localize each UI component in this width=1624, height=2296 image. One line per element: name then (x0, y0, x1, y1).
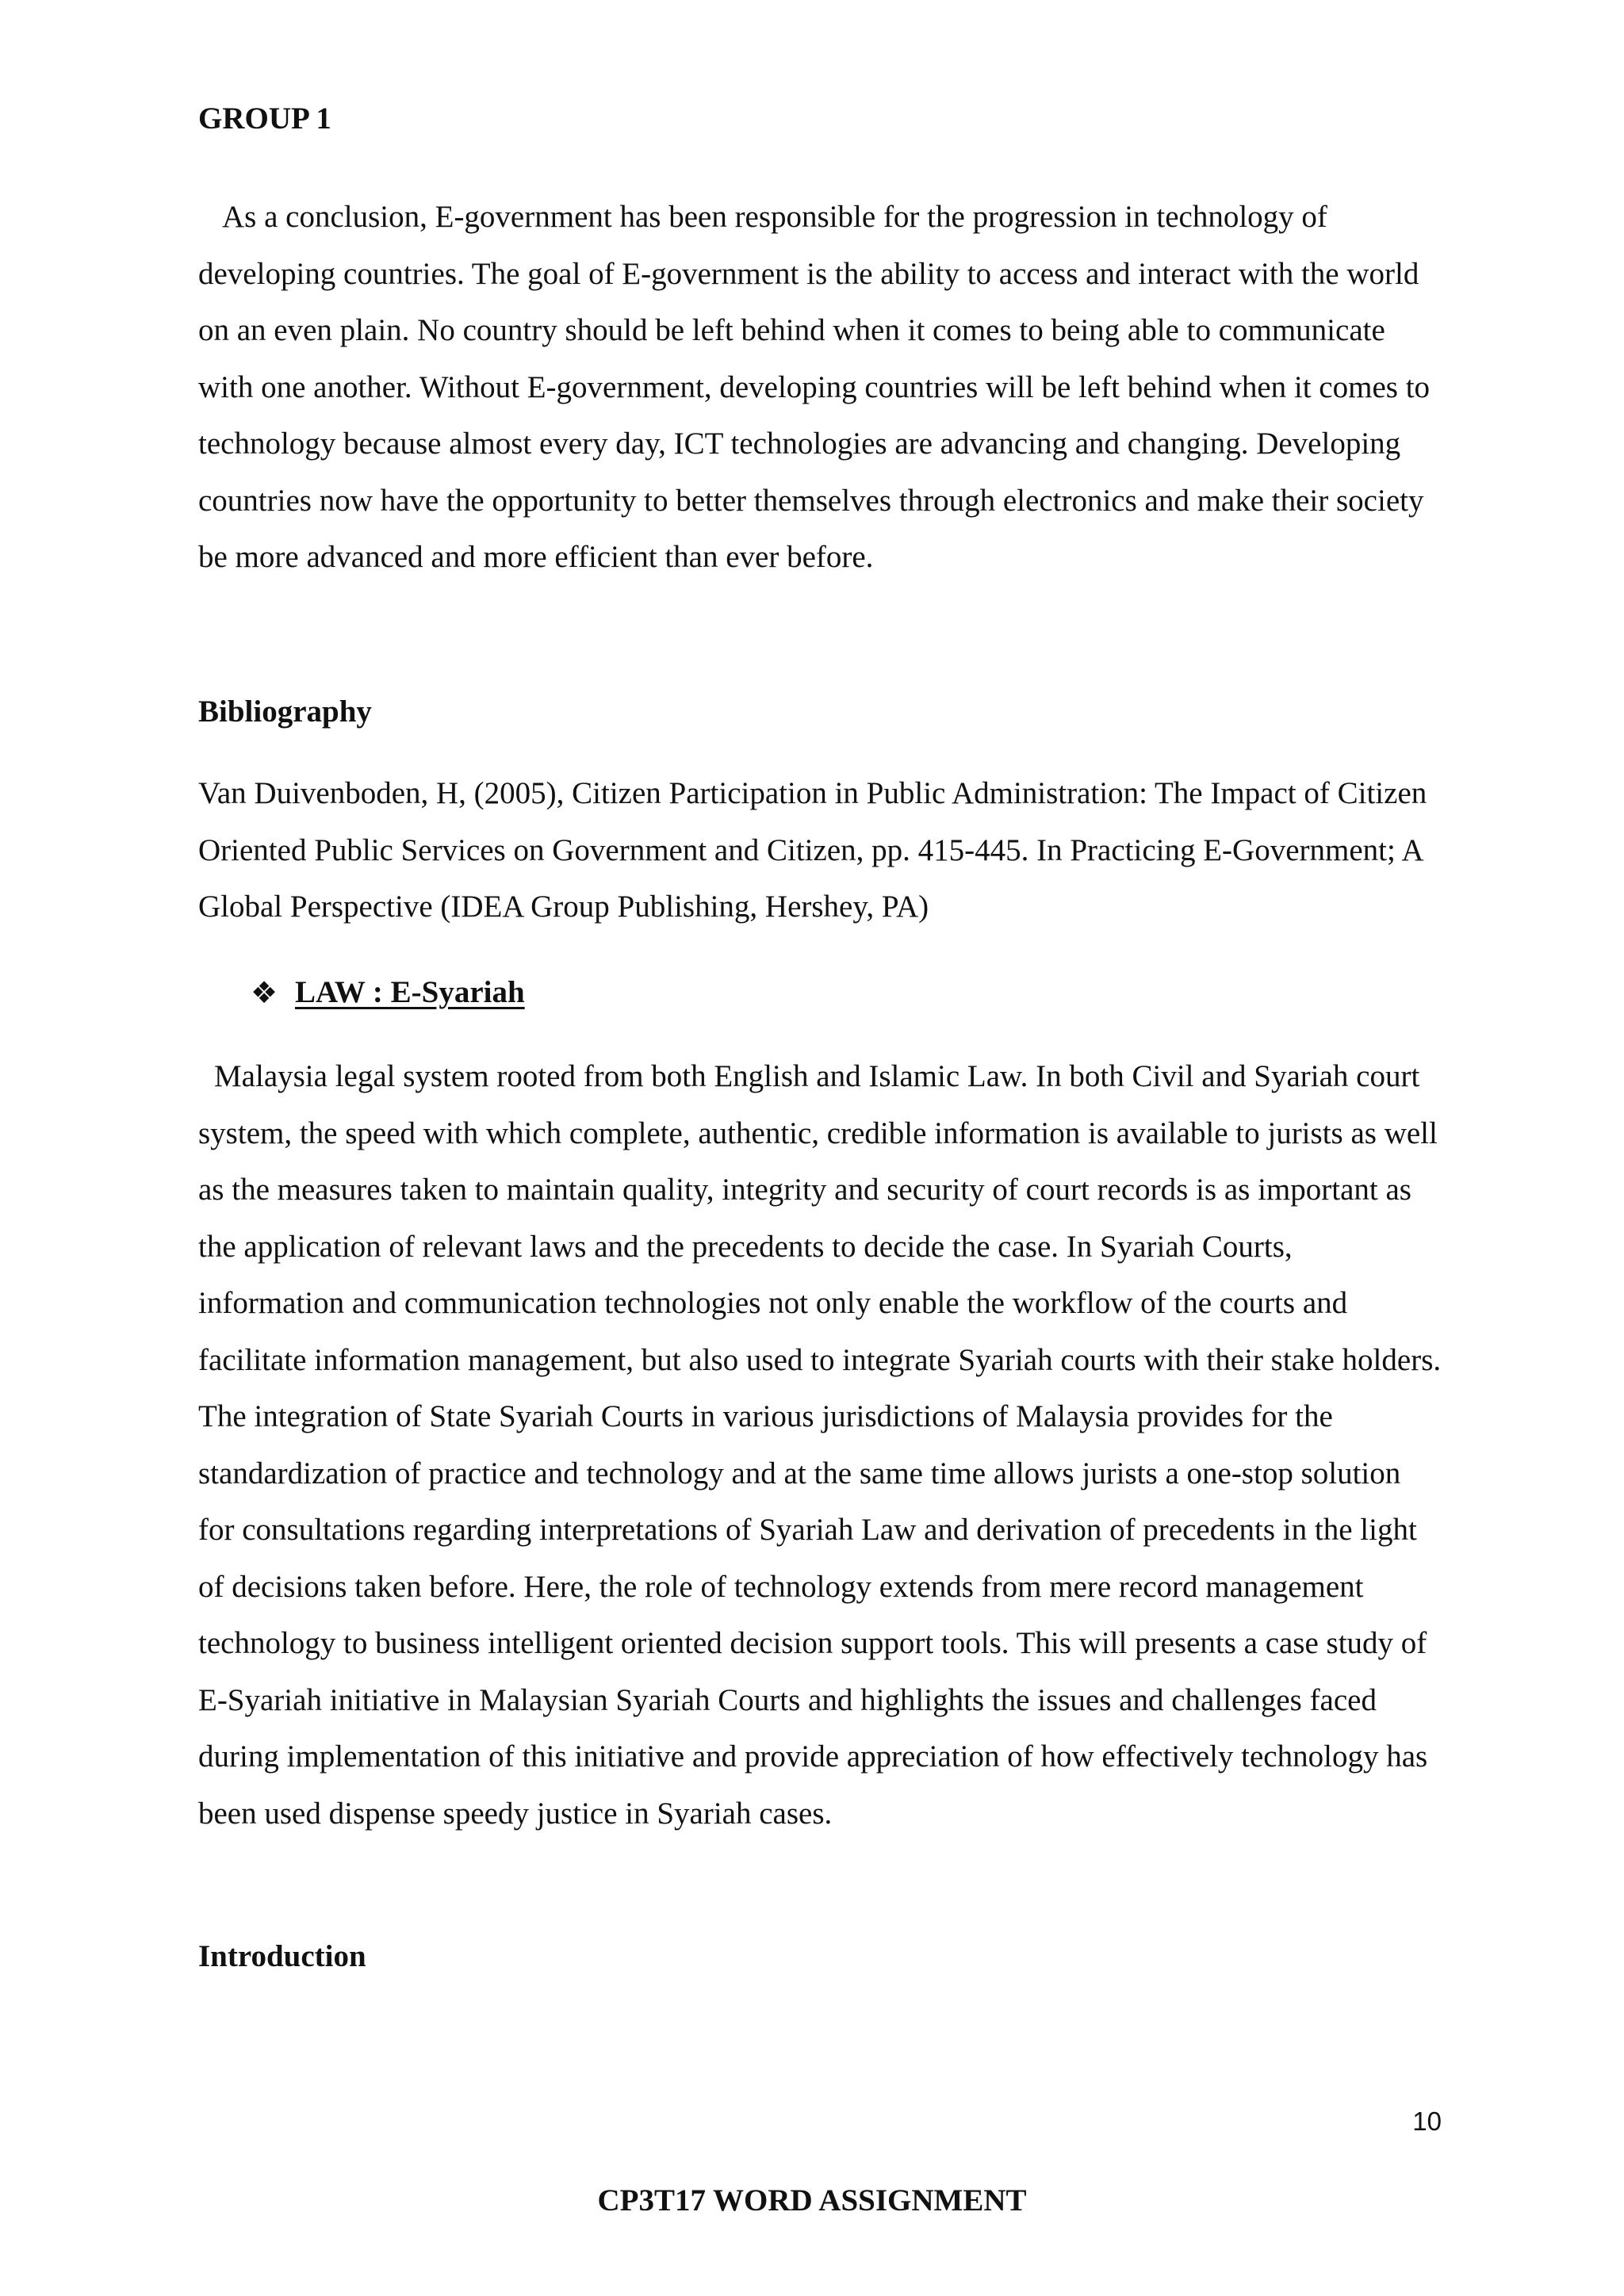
law-text: Malaysia legal system rooted from both English and Islamic Law. In both Civil and Syariah court system, the speed with which complete, authentic, credible information is available to jurists as well as the measures taken to maintain quality, integrity and security of court records is as important as the application of relevant laws and the precedents to decide the case. In Syariah Courts, information and communication technologies not only enable the workflow of the courts and facilitate information management, but also used to integrate Syariah courts with their stake holders. The integration of State Syariah Courts in various jurisdictions of Malaysia provides for the standardization of practice and technology and at the same time allows jurists a one-stop solution for consultations regarding interpretations of Syariah Law and derivation of precedents in the light of decisions taken before. Here, the role of technology extends from mere record management technology to business intelligent oriented decision support tools. This will presents a case study of E-Syariah initiative in Malaysian Syariah Courts and highlights the issues and challenges faced during implementation of this initiative and provide appreciation of how effectively technology has been used dispense speedy justice in Syariah cases. (198, 1059, 1442, 1831)
law-section-title: LAW : E-Syariah (295, 975, 525, 1009)
group-heading: GROUP 1 (198, 101, 331, 136)
diamond-bullet-icon: ❖ (251, 975, 278, 1010)
law-paragraph (198, 1048, 1443, 1842)
conclusion-text: As a conclusion, E-government has been responsible for the progression in technology of developing countries. The goal of E-government is the ability to access and interact with the world on an even plain. No country should be left behind when it comes to being able to communicate with one another. Without E-government, developing countries will be left behind when it comes to technology because almost every day, ICT technologies are advancing and changing. Developing countries now have the opportunity to better themselves through electronics and make their society be more advanced and more efficient than ever before. (198, 200, 1431, 574)
law-section-heading (251, 969, 525, 1016)
introduction-heading: Introduction (198, 1939, 366, 1973)
document-footer: CP3T17 WORD ASSIGNMENT (597, 2183, 1027, 2218)
page-number: 10 (1412, 2107, 1442, 2136)
bibliography-heading: Bibliography (198, 695, 372, 729)
conclusion-paragraph (198, 189, 1443, 586)
bibliography-entry: Van Duivenboden, H, (2005), Citizen Participation in Public Administration: The Impact of Citizen Oriented Public Services on Government and Citizen, pp. 415-445. In Practicing E-Government; A Global Perspective (IDEA Group Publishing, Hershey, PA) (198, 776, 1427, 924)
